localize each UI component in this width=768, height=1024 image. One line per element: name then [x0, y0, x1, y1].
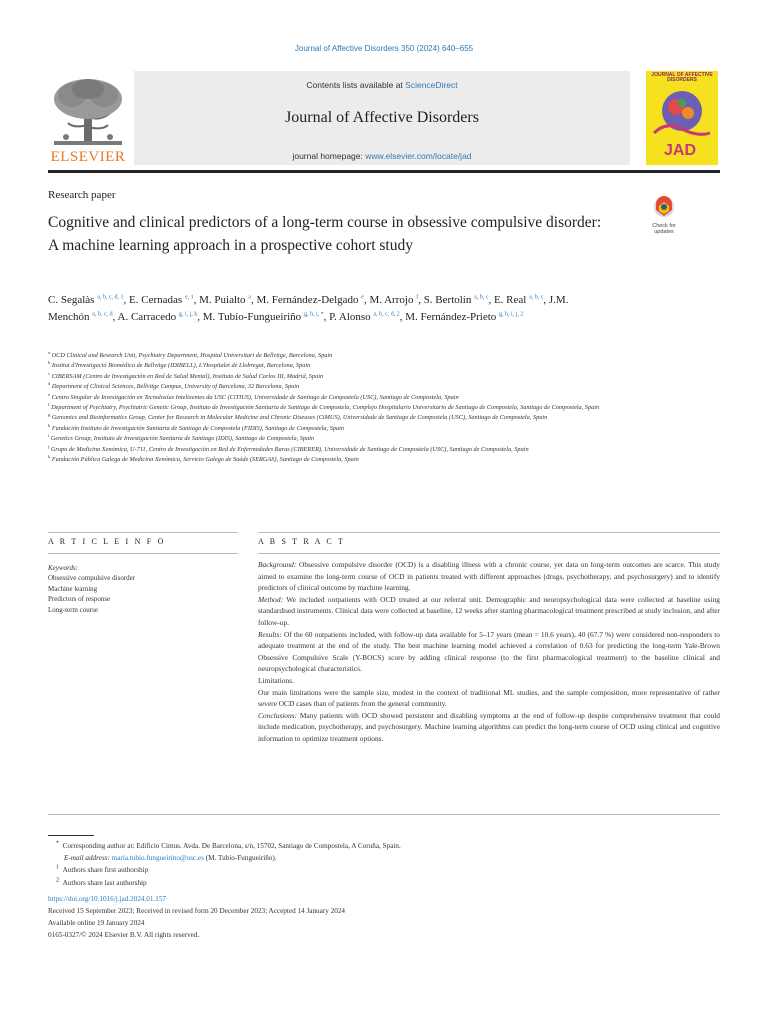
author-affiliation-marks[interactable]: a [248, 294, 251, 301]
affiliation-text: CIBERSAM (Centro de Investigación en Red de Salud Mental), Instituto de Salud Carlos III, Madrid, Spain [51, 372, 324, 380]
abstract-bottom-rule [48, 814, 720, 815]
keyword-item: Machine learning [48, 584, 98, 593]
article-type: Research paper [48, 189, 116, 201]
keyword-item: Predictors of response [48, 595, 111, 604]
affiliation-text: Fundación Instituto de Investigación Sanitaria de Santiago de Compostela (FIDIS), Santiago de Compostela, Spain [51, 424, 345, 432]
affiliation-text: Institut d'Investigació Biomèdica de Bellvitge (IDIBELL), L'Hospitalet de Llobregat, Barcelona, Spain [51, 362, 311, 370]
footnotes [48, 840, 720, 942]
results-label: Results: [258, 629, 282, 639]
affiliation-text: Fundación Pública Galega de Medicina Xenómica, Servicio Galego de Saúde (SERGAS), Santiago de Compostela, Spain [51, 456, 359, 464]
affiliation-letter: d [48, 381, 51, 387]
affiliation-item [48, 413, 678, 423]
affiliation-letter: c [48, 370, 50, 376]
homepage-prefix: journal homepage: [292, 151, 366, 161]
abstract-method [258, 594, 720, 629]
sciencedirect-link[interactable]: ScienceDirect [405, 80, 458, 90]
received-dates: Received 15 September 2023; Received in revised form 20 December 2023; Accepted 14 January 2024 [48, 907, 345, 916]
journal-cover-image[interactable] [646, 71, 718, 165]
conclusions-text: Many patients with OCD showed persistent and disabling symptoms at the end of follow-up despite comprehensive treatment that could include medication, psychotherapy, and psychosurgery. Machine learning algorithms can predict the long-term course of OCD using clinical and cognitive information to optimize treatment options. [258, 710, 720, 743]
affiliation-item [48, 434, 678, 444]
author-affiliation-marks[interactable]: g, h, i, j, 2 [499, 311, 524, 318]
available-online: Available online 19 January 2024 [48, 919, 145, 928]
check-updates-line1: Check for [652, 223, 676, 229]
author-affiliation-marks[interactable]: a, b, c, d, 2 [373, 311, 400, 318]
abstract-heading: A B S T R A C T [258, 537, 346, 546]
conclusions-label: Conclusions: [258, 710, 298, 720]
email-suffix: (M. Tubío-Fungueiriño). [203, 854, 277, 863]
author-name[interactable]: M. Puialto [199, 294, 246, 306]
corresponding-text: Corresponding author at: Edificio Cimus. Avda. De Barcelona, s/n, 15702, Santiago de Compostela, A Coruña, Spain. [62, 842, 401, 850]
email-note [48, 852, 720, 864]
author-affiliation-marks[interactable]: a, b, c [474, 294, 489, 301]
cover-brain-illustration [646, 83, 718, 165]
contents-line [134, 80, 630, 90]
check-updates-icon [644, 196, 684, 218]
article-info-heading: A R T I C L E I N F O [48, 537, 166, 546]
results-text: Of the 60 outpatients included, with follow-up data available for 5–17 years (mean = 10.6 years), 40 (67.7 %) were considered non-responders to adequate treatment at the end of the study. The best machine learning model achieved a correlation of 0.63 for predicting the long-term Yale-Brown Obsessive Compulsive Scale (Y-BOCS) score by adding clinical response (to the first pharmacological treatment) to the baseline clinical and neuropsychological characteristics. [258, 629, 720, 674]
affiliation-letter: i [48, 433, 50, 439]
author-affiliation-marks[interactable]: a, b, c, d [92, 311, 113, 318]
article-info-sub-rule [48, 553, 238, 554]
author-affiliation-marks[interactable]: a, b, c [529, 294, 544, 301]
keywords-label: Keywords: [48, 564, 79, 572]
journal-homepage-link[interactable]: www.elsevier.com/locate/jad [365, 151, 472, 161]
affiliation-item [48, 424, 678, 434]
keyword-item: Long-term course [48, 605, 98, 614]
author-entry [48, 294, 124, 306]
affiliation-item [48, 445, 678, 455]
elsevier-wordmark: ELSEVIER [50, 149, 126, 165]
keywords-block [48, 563, 238, 615]
author-name[interactable]: M. Fernández-Delgado [256, 294, 359, 306]
author-entry [369, 294, 418, 306]
journal-header [48, 71, 720, 165]
limitations-text: Our main limitations were the sample size, modest in the context of traditional ML studies, and the sample composition, more representative of rather severe OCD cases than of patients from the general community. [258, 687, 720, 709]
author-affiliation-marks[interactable]: e [361, 294, 364, 301]
check-updates-line2: updates [654, 229, 674, 235]
check-updates-text [644, 223, 684, 235]
affiliation-text: OCD Clinical and Research Unit, Psychiatry Department, Hospital Universitari de Bellvitge, Barcelona, Spain [51, 352, 333, 359]
journal-title: Journal of Affective Disorders [285, 109, 479, 126]
affiliation-text: Genetics Group, Instituto de Investigación Sanitaria de Santiago (IDIS), Santiago de Compostela, Spain [50, 435, 315, 443]
author-affiliation-marks[interactable]: g, i, j, k [178, 311, 198, 318]
keyword-item: Obsessive compulsive disorder [48, 574, 136, 583]
affiliation-list [48, 351, 678, 465]
author-name[interactable]: E. Cernadas [129, 294, 183, 306]
affiliation-item [48, 372, 678, 382]
fn1-text: Authors share first authorship [62, 866, 149, 875]
author-name[interactable]: P. Alonso [329, 311, 371, 323]
author-name[interactable]: M. Tubío-Fungueiriño [202, 311, 302, 323]
background-label: Background: [258, 560, 297, 569]
affiliation-text: Centro Singular de Investigación en Tecnoloxías Intelixentes da USC (CiTIUS), Universidade de Santiago de Compostela (USC), Santiago de Compostela, Spain [51, 393, 459, 401]
article-title: Cognitive and clinical predictors of a long-term course in obsessive compulsive disorder: A machine learning approach in a prospective cohort study [48, 214, 602, 254]
author-entry [424, 294, 489, 306]
author-name[interactable]: M. Fernández-Prieto [405, 311, 497, 323]
author-name[interactable]: J.M. Menchón [48, 294, 569, 323]
header-rule [48, 170, 720, 173]
author-entry [129, 294, 194, 306]
homepage-line [134, 151, 630, 161]
check-for-updates-badge[interactable] [644, 196, 684, 235]
cover-jad-letters: JAD [664, 142, 697, 159]
last-authorship-note: $^2$ Authors share last authorship [56, 877, 147, 887]
affiliation-item [48, 361, 678, 371]
author-name[interactable]: E. Real [493, 294, 527, 306]
affiliation-text: Genomics and Bioinformatics Group, Center for Research in Molecular Medicine and Chronic Diseases (CiMUS), Universidade de Santiago de Compostela (USC), Santiago de Compostela, Spain [51, 414, 548, 422]
limitations-label: Limitations. [258, 675, 294, 685]
background-text: Obsessive compulsive disorder (OCD) is a disabling illness with a chronic course, yet data on long-term outcomes are scarce. This study aimed to examine the long-term course of OCD in patients treated with different approaches (drugs, psychotherapy, and psychosurgery) and to identify predictors of clinical outcome by machine learning. [258, 560, 720, 593]
elsevier-logo[interactable] [48, 71, 128, 165]
affiliation-item [48, 455, 678, 465]
affiliation-letter: e [48, 391, 50, 397]
author-name[interactable]: A. Carracedo [117, 311, 177, 323]
affiliation-letter: b [48, 360, 51, 366]
first-authorship-note: $^1$ Authors share first authorship [56, 865, 149, 875]
affiliation-item [48, 351, 678, 361]
affiliation-item [48, 382, 678, 392]
affiliation-letter: k [48, 453, 51, 459]
method-label: Method: [258, 594, 284, 604]
abstract-top-rule [258, 532, 720, 533]
author-affiliation-marks[interactable]: f [416, 294, 419, 301]
author-list: C. Segalàs $^{a, b, c, d, 1}$, E. Cernadas $^{e, 1}$, M. Puialto $^a$, M. Fernández-Delgado $^e$, M. Arrojo $^f$, S. Bertolín $^{a, b, c}$, E. Real $^{a, b, c}$, J.M. Menchón $^{a, b, c, d}$, A. Carracedo $^{g, i, j, k}$, M. Tubío-Fungueiriño $^{g, h, i, *}$, P. Alonso $^{a, b, c, d, 2}$, M. Fernández-Prieto $^{g, h, i, j, 2}$ [48, 294, 569, 323]
author-entry [405, 311, 523, 323]
affiliation-text: Department of Psychiatry, Psychiatric Genetic Group, Instituto de Investigación Sanitaria de Santiago de Compostela, Complejo Hospitalario Universitario de Santiago de Compostela, Santiago de Compostela, Spain [51, 404, 600, 412]
affiliation-item [48, 393, 678, 403]
affiliation-letter: j [48, 443, 50, 449]
abstract-conclusions [258, 710, 720, 745]
author-affiliation-marks[interactable]: g, h, i, * [303, 311, 324, 318]
elsevier-tree-icon [50, 77, 126, 147]
author-entry [256, 294, 363, 306]
author-affiliation-marks[interactable]: e, 1 [184, 294, 194, 301]
journal-info-box [134, 71, 630, 165]
abstract-sub-rule [258, 553, 720, 554]
author-entry [203, 311, 324, 323]
fn2-text: Authors share last authorship [62, 878, 147, 887]
method-text: We included outpatients with OCD treated at our referral unit. Demographic and neuropsychological data were collected at baseline using standardised instruments. Clinical data were collected at baseline, 12 weeks after starting pharmacological treatment prescribed at study inclusion, and after follow-up. [258, 594, 720, 627]
author-entry [199, 294, 251, 306]
affiliation-item [48, 403, 678, 413]
abstract-results [258, 629, 720, 675]
author-affiliation-marks[interactable]: a, b, c, d, 1 [97, 294, 124, 301]
article-info-top-rule [48, 532, 238, 533]
contents-prefix: Contents lists available at [306, 80, 406, 90]
author-entry [494, 294, 543, 306]
doi-link[interactable]: https://doi.org/10.1016/j.jad.2024.01.157 [48, 894, 167, 903]
author-name[interactable]: C. Segalàs [48, 294, 95, 306]
journal-citation-link[interactable]: Journal of Affective Disorders 350 (2024) 640–655 [294, 44, 474, 53]
author-name[interactable]: M. Arrojo [369, 294, 414, 306]
abstract-body [258, 559, 720, 745]
email-label: E-mail address: [64, 854, 110, 863]
footnote-rule [48, 835, 94, 836]
author-entry [118, 311, 198, 323]
corresponding-author-note: * Corresponding author at: Edificio Cimus. Avda. De Barcelona, s/n, 15702, Santiago de Compostela, A Coruña, Spain. [56, 840, 401, 850]
email-link[interactable]: maria.tubio.fungueirino@usc.es [111, 854, 204, 863]
author-entry [329, 311, 400, 323]
affiliation-letter: g [48, 412, 51, 418]
copyright: 0165-0327/© 2024 Elsevier B.V. All rights reserved. [48, 931, 200, 940]
cover-title: JOURNAL OF AFFECTIVE DISORDERS [651, 72, 713, 83]
affiliation-text: Grupo de Medicina Xenómica, U-711, Centro de Investigación en Red de Enfermedades Raras (CIBERER), Universidade de Santiago de Compostela (USC), Santiago de Compostela, Spain [50, 445, 529, 453]
abstract-background [258, 559, 720, 594]
author-name[interactable]: S. Bertolín [423, 294, 472, 306]
affiliation-letter: h [48, 422, 51, 428]
affiliation-letter: f [48, 401, 50, 407]
affiliation-letter: a [48, 349, 50, 355]
affiliation-text: Department of Clinical Sciences, Bellvitge Campus, University of Barcelona, 32 Barcelona, Spain [51, 383, 300, 391]
